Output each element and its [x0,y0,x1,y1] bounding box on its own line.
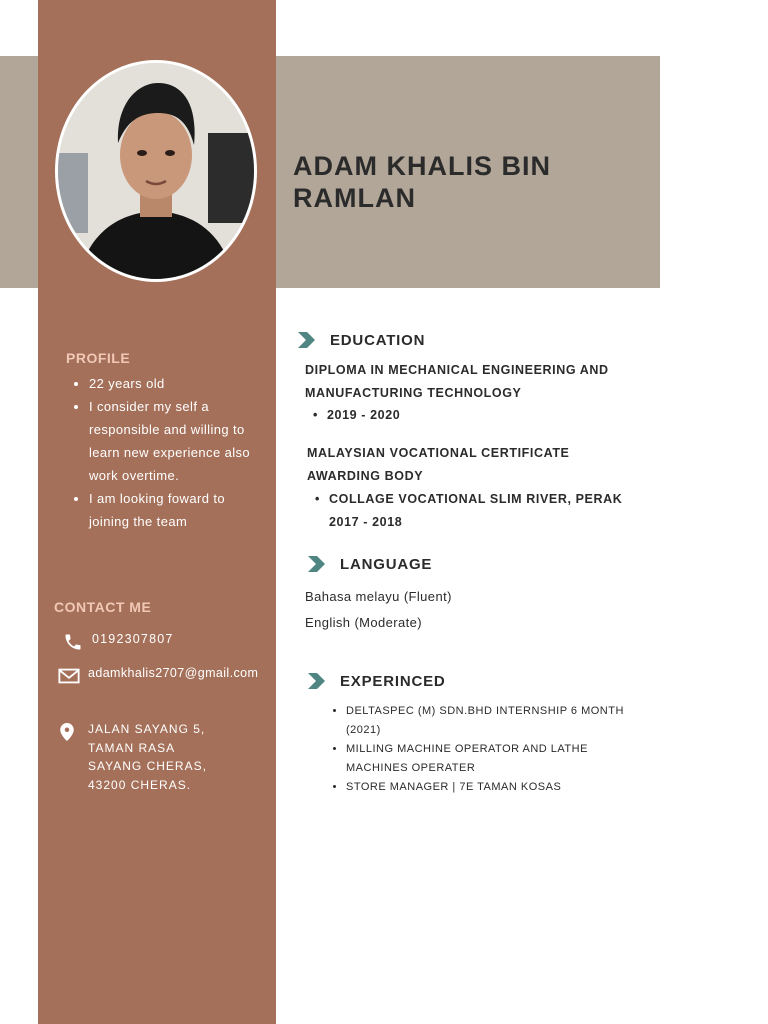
contact-email-row [58,666,258,686]
contact-heading: CONTACT ME [54,599,152,615]
education-heading [296,330,425,350]
email-address[interactable]: adamkhalis2707@gmail.com [88,666,259,680]
chevron-right-icon [306,671,328,691]
profile-item-goal: • I am looking foward to joining the team [89,487,264,533]
contact-phone-row [62,632,174,652]
profile-heading: PROFILE [66,350,131,366]
education-years-text: 2019 - 2020 [327,408,401,422]
profile-photo-illustration [58,63,254,279]
contact-address-row [58,720,207,794]
education-institution-text: COLLAGE VOCATIONAL SLIM RIVER, PERAK [329,492,623,506]
experience-item: • MILLING MACHINE OPERATOR AND LATHE MACHINES OPERATER [346,740,636,778]
profile-item-age: • 22 years old [89,372,264,395]
education-years-text: 2017 - 2018 [329,515,403,529]
address-block [88,720,207,794]
language-item: Bahasa melayu (Fluent) [305,589,452,604]
location-pin-icon [58,720,76,744]
profile-list [72,372,264,533]
candidate-name: ADAM KHALIS BIN RAMLAN [293,151,551,213]
experience-heading-text: EXPERINCED [340,672,446,690]
address-line: SAYANG CHERAS, [88,759,207,773]
education-title-line: AWARDING BODY [307,469,424,483]
education-institution: • COLLAGE VOCATIONAL SLIM RIVER, PERAK 2017 - 2018 [315,488,622,534]
profile-item-attitude: • I consider my self a responsible and willing to learn new experience also work overtime. [89,395,264,487]
chevron-right-icon [306,554,328,574]
address-line: JALAN SAYANG 5, [88,722,206,736]
language-item: English (Moderate) [305,615,423,630]
chevron-right-icon [296,330,318,350]
phone-number: 0192307807 [92,632,174,646]
experience-item: • DELTASPEC (M) SDN.BHD INTERNSHIP 6 MONTH (2021) [346,702,636,740]
address-line: TAMAN RASA [88,740,176,755]
profile-photo [55,60,257,282]
mail-icon [58,666,80,686]
education-title-line: MALAYSIAN VOCATIONAL CERTIFICATE [307,446,570,460]
phone-icon [62,632,84,652]
experience-list [332,702,636,797]
language-heading-text: LANGUAGE [340,555,433,573]
education-heading-text: EDUCATION [330,331,426,349]
education-entry-title [307,442,570,488]
language-heading [306,554,432,574]
experience-heading [306,671,446,691]
education-title-line: DIPLOMA IN MECHANICAL ENGINEERING AND [305,363,609,377]
education-years: • 2019 - 2020 [313,408,401,422]
education-entry-title [305,359,609,405]
education-title-line: MANUFACTURING TECHNOLOGY [305,386,522,400]
experience-item: • STORE MANAGER | 7E TAMAN KOSAS [346,778,636,797]
address-line: 43200 CHERAS. [88,777,192,792]
